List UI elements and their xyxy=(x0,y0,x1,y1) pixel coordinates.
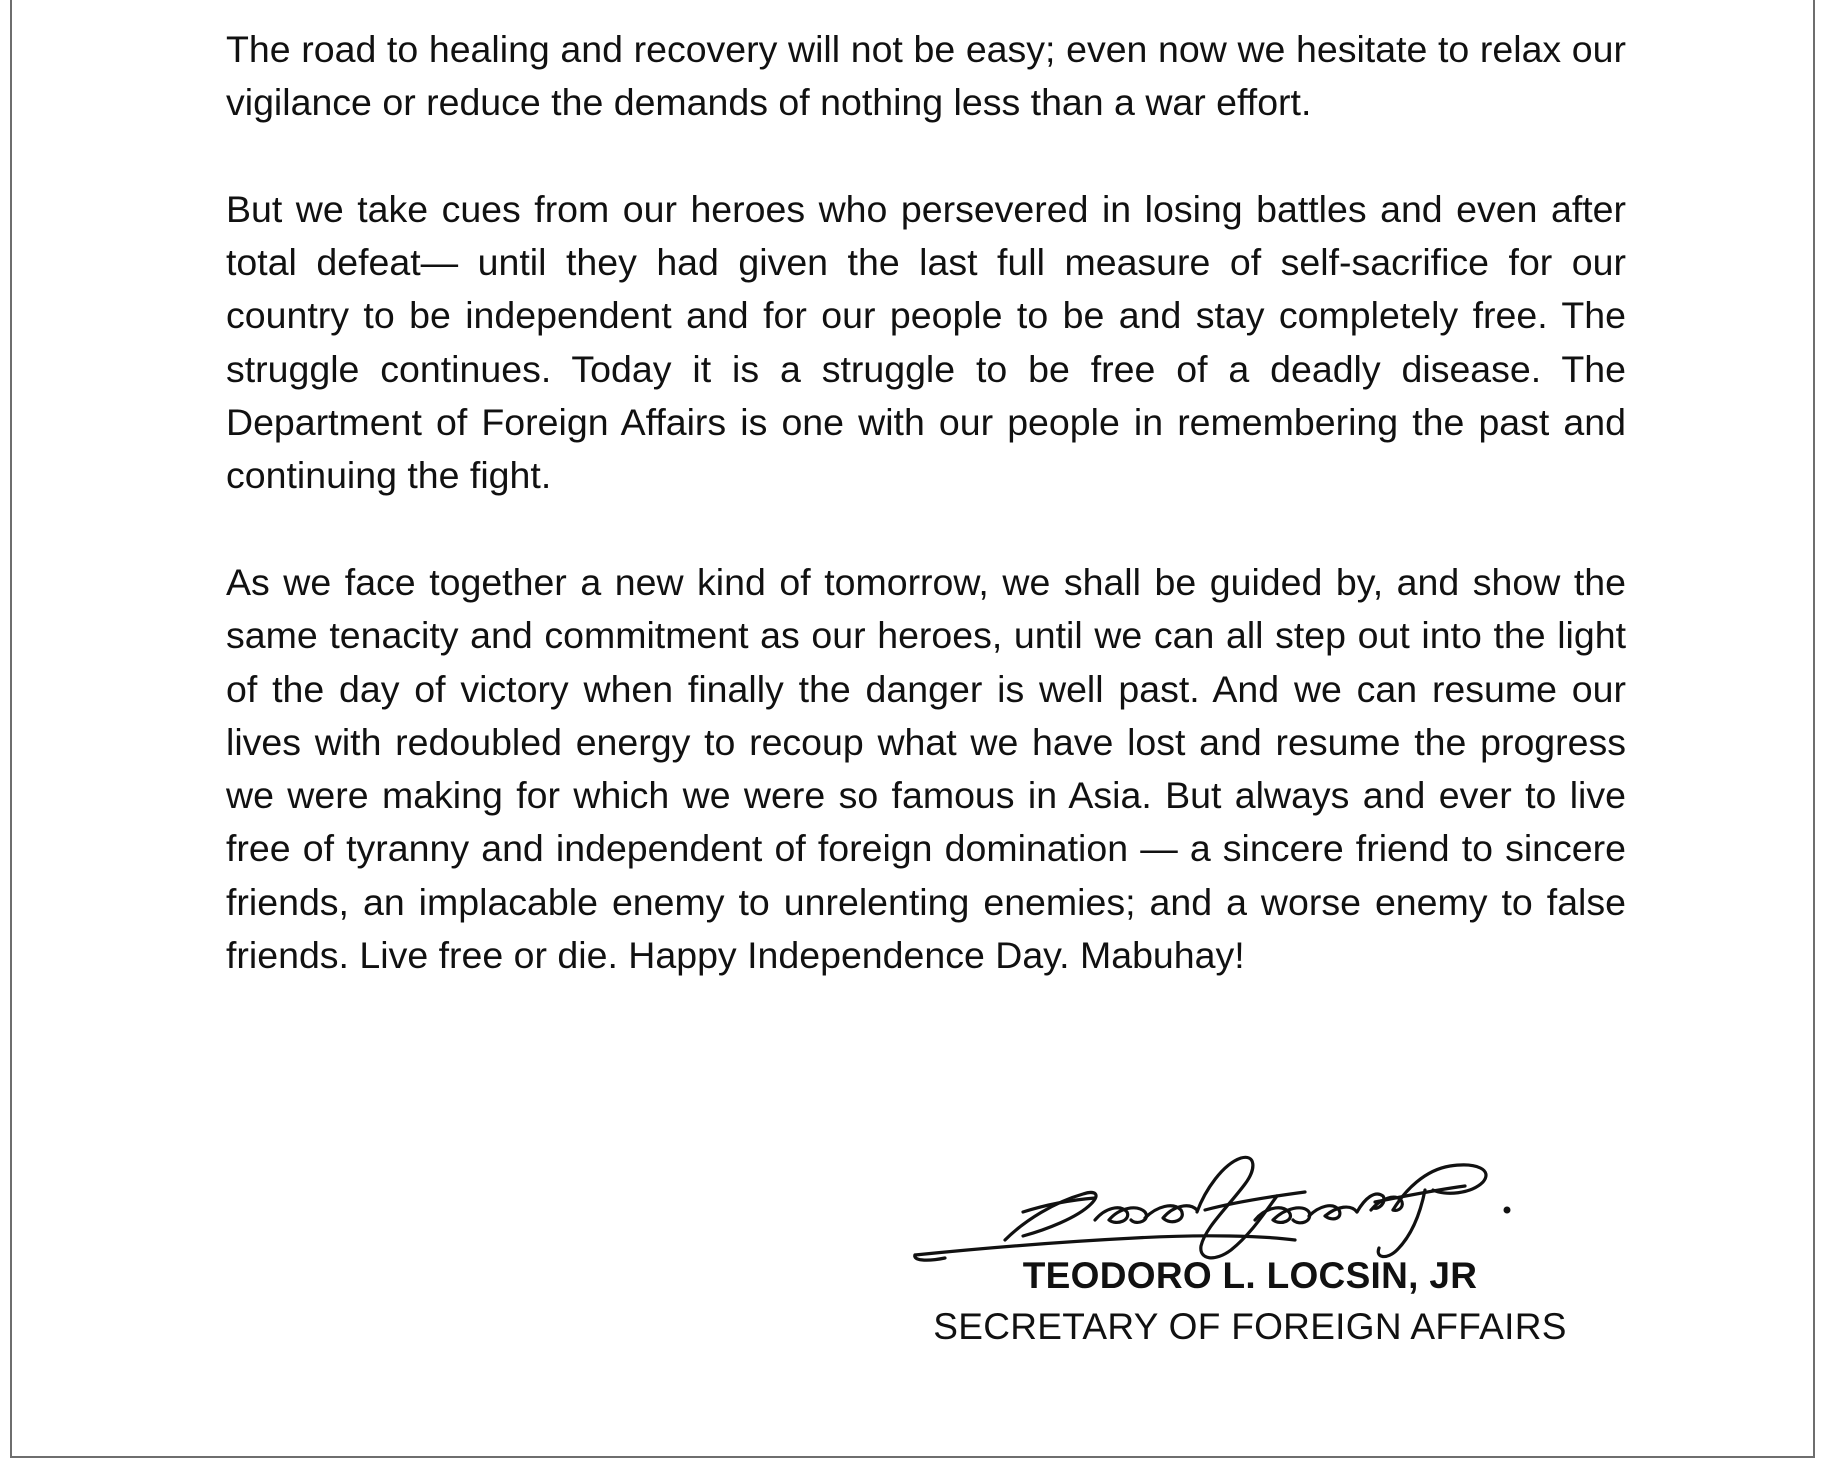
signatory-name: TEODORO L. LOCSIN, JR xyxy=(1022,1255,1478,1296)
signatory-title: SECRETARY OF FOREIGN AFFAIRS xyxy=(933,1306,1567,1347)
signature-block xyxy=(880,1250,1620,1352)
statement-body xyxy=(226,23,1626,982)
paragraph-healing: The road to healing and recovery will not be easy; even now we hesitate to relax our vigilance or reduce the demands of nothing less than a war effort. xyxy=(226,28,1626,124)
paragraph-heroes: But we take cues from our heroes who persevered in losing battles and even after total defeat— until they had given the last full measure of self-sacrifice for our country to be independent and for our people to be and stay completely free. The struggle continues. Today it is a struggle to be free of a deadly disease. The Department of Foreign Affairs is one with our people in remembering the past and continuing the fight. xyxy=(226,187,1626,497)
paragraph-tomorrow: As we face together a new kind of tomorrow, we shall be guided by, and show the same tenacity and commitment as our heroes, until we can all step out into the light of the day of victory when finally the danger is well past. And we can resume our lives with redoubled energy to recoup what we have lost and resume the progress we were making for which we were so famous in Asia. But always and ever to live free of tyranny and independent of foreign domination — a sincere friend to sincere friends, an implacable enemy to unrelenting enemies; and a worse enemy to false friends. Live free or die. Happy Independence Day. Mabuhay! xyxy=(226,560,1626,977)
